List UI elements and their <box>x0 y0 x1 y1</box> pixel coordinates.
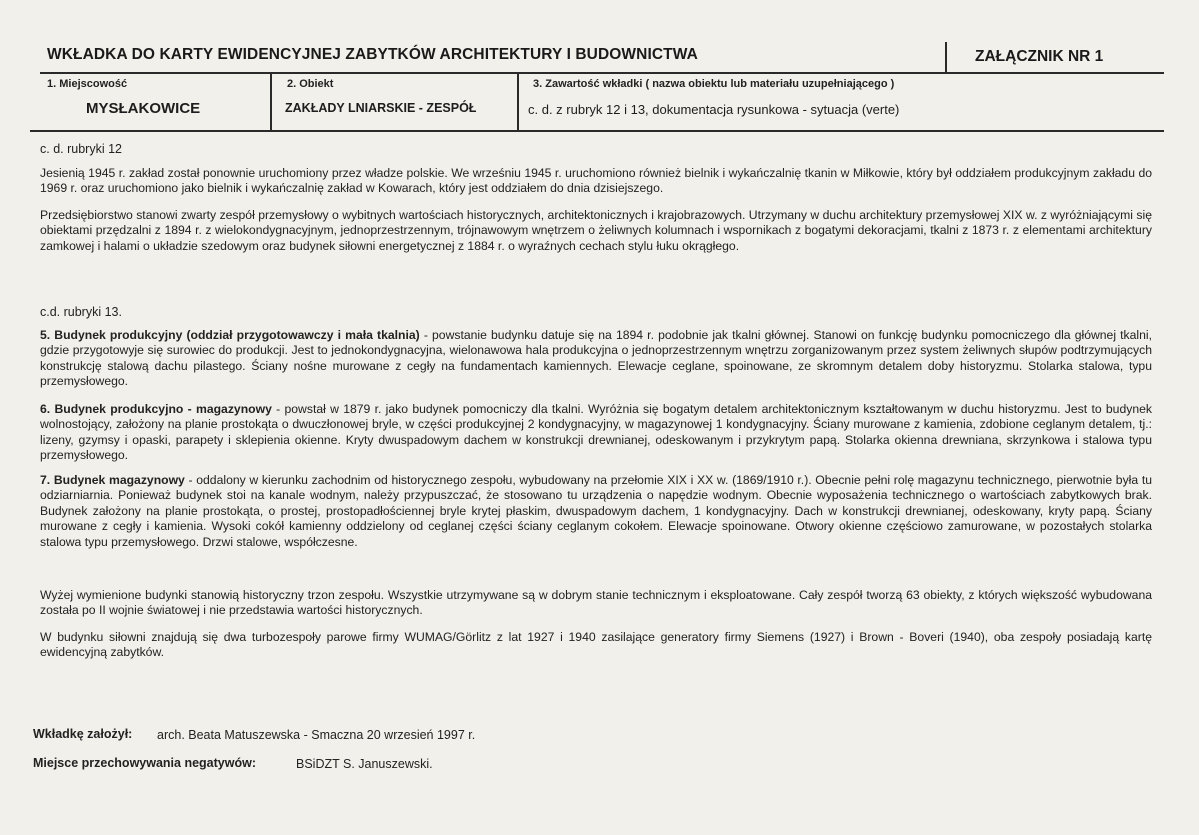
paragraph-text: Wyżej wymienione budynki stanowią historyczny trzon zespołu. Wszystkie utrzymywane są w dobrym stanie technicznym i eksploatowane. Cały zespół tworzą 63 obiekty, z których większość wybudowana została po II wojnie światowej i nie przedstawia wartości historycznych. <box>40 588 1152 618</box>
header-divider <box>945 42 947 72</box>
content-value: c. d. z rubryk 12 i 13, dokumentacja rysunkowa - sytuacja (verte) <box>528 102 900 117</box>
item-7 <box>40 473 1152 550</box>
annex-label: ZAŁĄCZNIK NR 1 <box>975 48 1104 65</box>
storage-value: BSiDZT S. Januszewski. <box>296 757 433 771</box>
header-rule <box>40 72 1164 74</box>
item-title: 6. Budynek produkcyjno - magazynowy <box>40 402 272 416</box>
locality-label: 1. Miejscowość <box>47 78 128 90</box>
section-12-heading: c. d. rubryki 12 <box>40 142 122 156</box>
closing-paragraph-1 <box>40 588 1152 619</box>
field-divider-2 <box>517 74 519 130</box>
paragraph-text: Jesienią 1945 r. zakład został ponownie uruchomiony przez władze polskie. We wrześniu 1945 r. uruchomiono również bielnik i wykańczalnię tkanin w Miłkowie, który był oddziałem produkcyjnym zakładu do 1969 r. oraz uruchomiono jako bielnik i wykańczalnię zakład w Kowarach, który jest oddziałem do dnia dzisiejszego. <box>40 166 1152 196</box>
item-text: - powstał w 1879 r. jako budynek pomocniczy dla tkalni. Wyróżnia się bogatym detalem architektonicznym kształtowanym w duchu historyzmu. Jest to budynek wolnostojący, założony na planie prostokąta o dwuczłonowej bryle, w części produkcyjnej 2 kondygnacyjny, w magazynowej 1 kondygnacyjny. Ściany murowane z kamienia, zdobione ceglanym detalem, tj.: lizeny, gzymsy i opaski, parapety i sklepienia okienne. Kryty dwuspadowym dachem w konstrukcji drewnianej, odeskowanym i przykrytym papą. Stolarka okienna drewniana, skrzynkowa i stalowa typu przemysłowego. <box>40 402 1152 463</box>
closing-paragraph-2 <box>40 630 1152 661</box>
fields-rule <box>30 130 1164 132</box>
object-value: ZAKŁADY LNIARSKIE - ZESPÓŁ <box>285 101 477 115</box>
section-12-paragraph-2 <box>40 208 1152 254</box>
paragraph-text: W budynku siłowni znajdują się dwa turbozespoły parowe firmy WUMAG/Görlitz z lat 1927 i 1940 zasilające generatory firmy Siemens (1927) i Brown - Boveri (1940), oba zespoły posiadają kartę ewidencyjną zabytków. <box>40 630 1152 660</box>
field-divider-1 <box>270 74 272 130</box>
item-text: - powstanie budynku datuje się na 1894 r. podobnie jak tkalni głównej. Stanowi on funkcję budynku pomocniczego dla głównej tkalni, gdzie przygotowyje się surowiec do produkcji. Jest to jednokondygnacyjna, wielonawowa hala produkcyjna o jednoprzestrzennym wnętrzu zorganizowanym przez system żeliwnych słupów podtrzymujących konstrukcję stalową dachu pilastego. Ściany nośne murowane z cegły na fundamentach kamiennych. Elewacje ceglane, spoinowane, ze skromnym detalem doby historyzmu. Stolarka stalowa, typu przemysłowego. <box>40 328 1152 389</box>
section-13-heading: c.d. rubryki 13. <box>40 305 122 319</box>
document-title: WKŁADKA DO KARTY EWIDENCYJNEJ ZABYTKÓW ARCHITEKTURY I BUDOWNICTWA <box>47 46 698 63</box>
locality-value: MYSŁAKOWICE <box>86 100 201 117</box>
content-label: 3. Zawartość wkładki ( nazwa obiektu lub materiału uzupełniającego ) <box>533 78 895 90</box>
item-title: 5. Budynek produkcyjny (oddział przygotowawczy i mała tkalnia) <box>40 328 420 342</box>
item-title: 7. Budynek magazynowy <box>40 473 185 487</box>
section-12-paragraph-1 <box>40 166 1152 197</box>
author-value: arch. Beata Matuszewska - Smaczna 20 wrzesień 1997 r. <box>157 728 476 742</box>
item-text: - oddalony w kierunku zachodnim od historycznego zespołu, wybudowany na przełomie XIX i XX w. (1869/1910 r.). Obecnie pełni rolę magazynu technicznego, pierwotnie była tu odziarniarnia. Ponieważ budynek stoi na kanale wodnym, należy przypuszczać, że stosowano tu urządzenia o napędzie wodnym. Obecnie wyposażenia technicznego o wartościach zabytkowych brak. Budynek założony na planie prostokąta, o prostej, prostopadłościennej bryle krytej płaskim, dwuspadowym dachem, 1 kondygnacyjny. Dach w konstrukcji drewnianej, odeskowany, kryty papą. Ściany murowane z cegły i kamienia. Wysoki cokół kamienny oddzielony od ceglanej części ściany ceglanym cokołem. Elewacje spoinowane. Otwory okienne częściowo zamurowane, w pozostałych stolarka stalowa typu przemysłowego. Drzwi stalowe, współczesne. <box>40 473 1153 549</box>
item-5 <box>40 328 1152 390</box>
object-label: 2. Obiekt <box>287 78 334 90</box>
paragraph-text: Przedsiębiorstwo stanowi zwarty zespół przemysłowy o wybitnych wartościach historycznych, architektonicznych i krajobrazowych. Utrzymany w duchu architektury przemysłowej XIX w. z wyróżniającymi się obiektami przędzalni z 1894 r. z wielokondygnacyjnym, jednoprzestrzennym, trójnawowym wnętrzem o żeliwnych kolumnach i wspornikach z bogatymi dekoracjami, tkalni z 1873 r. z elementami architektury zamkowej i halami o układzie szedowym oraz budynek siłowni energetycznej z 1884 r. o wyraźnych cechach stylu łuku okrągłego. <box>40 208 1152 253</box>
author-label: Wkładkę założył: <box>33 727 133 741</box>
storage-label: Miejsce przechowywania negatywów: <box>33 756 256 770</box>
item-6 <box>40 402 1152 464</box>
